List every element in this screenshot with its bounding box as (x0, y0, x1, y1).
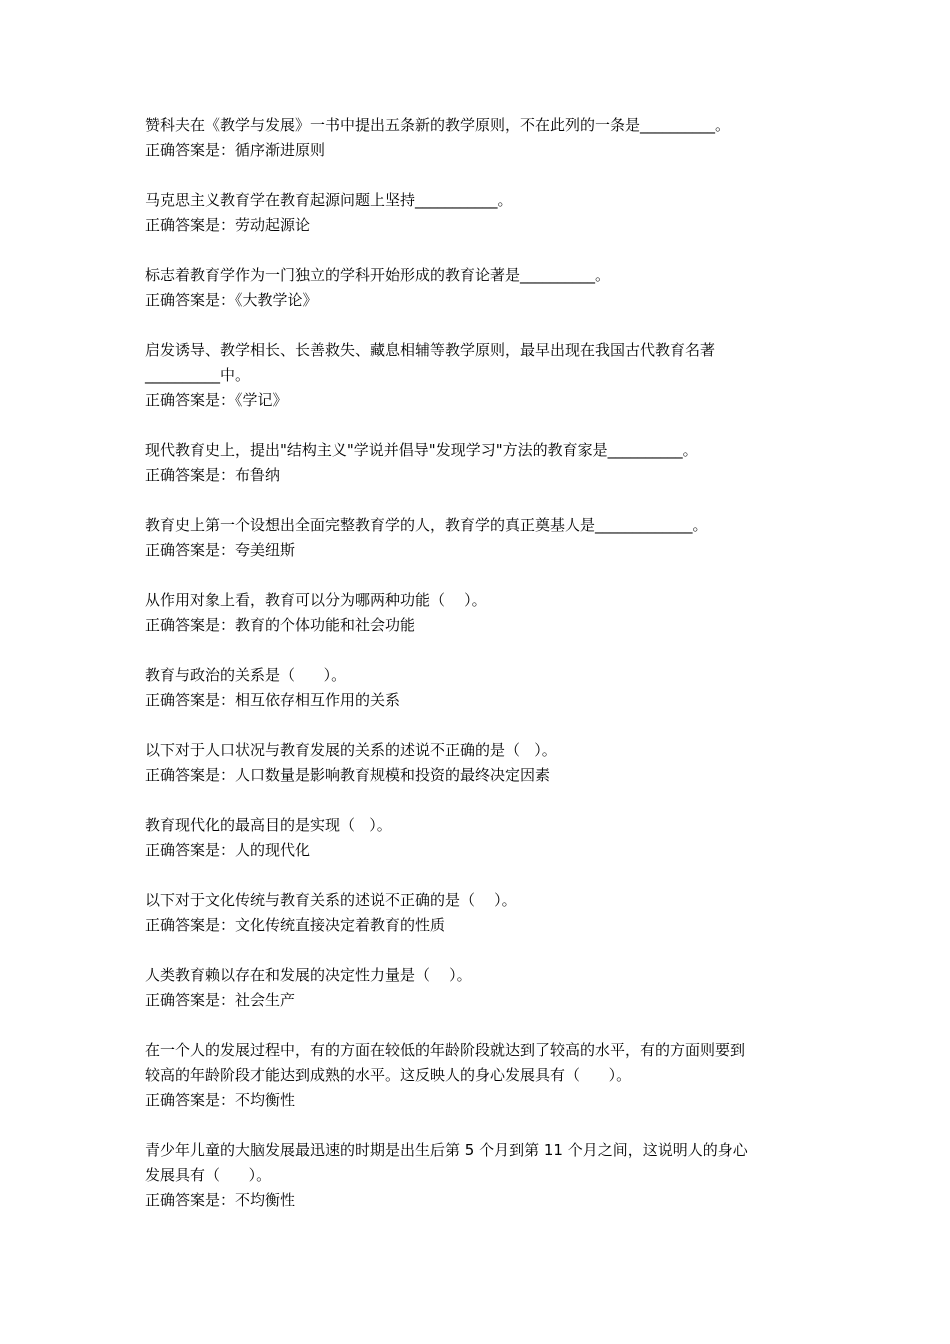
answer-prefix: 正确答案是： (145, 541, 236, 559)
answer-text: 不均衡性 (235, 1091, 296, 1109)
qa-item (145, 113, 813, 163)
qa-item (145, 338, 813, 413)
qa-item (145, 663, 813, 713)
answer-text: 布鲁纳 (235, 466, 281, 484)
answer-text: 劳动起源论 (235, 216, 311, 234)
qa-item (145, 438, 813, 488)
answer-prefix: 正确答案是： (145, 766, 236, 784)
qa-item (145, 963, 813, 1013)
answer-text: 相互依存相互作用的关系 (235, 691, 401, 709)
answer-prefix: 正确答案是： (145, 291, 236, 309)
answer-line (145, 613, 813, 638)
question-text: 启发诱导、教学相长、长善救失、藏息相辅等教学原则，最早出现在我国古代教育名著 (145, 341, 716, 359)
answer-line (145, 463, 813, 488)
answer-text: 夸美纽斯 (235, 541, 296, 559)
question-text: 赞科夫在《教学与发展》一书中提出五条新的教学原则，不在此列的一条是__________。 (145, 116, 731, 134)
qa-item (145, 588, 813, 638)
question-text-continued: 较高的年龄阶段才能达到成熟的水平。这反映人的身心发展具有（ ）。 (145, 1066, 632, 1084)
answer-line (145, 913, 813, 938)
answer-line (145, 213, 813, 238)
question-text: 以下对于人口状况与教育发展的关系的述说不正确的是（ ）。 (145, 741, 557, 759)
answer-text: 社会生产 (235, 991, 296, 1009)
qa-item (145, 888, 813, 938)
answer-line (145, 1088, 813, 1113)
answer-text: 教育的个体功能和社会功能 (235, 616, 416, 634)
question-text-continued: __________中。 (145, 366, 251, 384)
answer-prefix: 正确答案是： (145, 691, 236, 709)
question-text: 教育与政治的关系是（ ）。 (145, 666, 347, 684)
answer-line (145, 688, 813, 713)
question-text: 在一个人的发展过程中，有的方面在较低的年龄阶段就达到了较高的水平，有的方面则要到 (145, 1041, 746, 1059)
answer-text: 人的现代化 (235, 841, 311, 859)
answer-line (145, 538, 813, 563)
answer-prefix: 正确答案是： (145, 841, 236, 859)
qa-item (145, 813, 813, 863)
qa-item (145, 263, 813, 313)
answer-line (145, 838, 813, 863)
answer-prefix: 正确答案是： (145, 216, 236, 234)
qa-item (145, 188, 813, 238)
answer-prefix: 正确答案是： (145, 1191, 236, 1209)
answer-text: 循序渐进原则 (235, 141, 326, 159)
question-text: 教育史上第一个设想出全面完整教育学的人，教育学的真正奠基人是_____________。 (145, 516, 708, 534)
question-text: 马克思主义教育学在教育起源问题上坚持___________。 (145, 191, 513, 209)
question-text: 人类教育赖以存在和发展的决定性力量是（ ）。 (145, 966, 472, 984)
answer-prefix: 正确答案是： (145, 616, 236, 634)
answer-prefix: 正确答案是： (145, 1091, 236, 1109)
answer-text: 《学记》 (235, 391, 288, 409)
answer-prefix: 正确答案是： (145, 916, 236, 934)
question-text: 青少年儿童的大脑发展最迅速的时期是出生后第 5 个月到第 11 个月之间，这说明人的身心 (145, 1141, 748, 1159)
qa-item (145, 1138, 813, 1213)
answer-prefix: 正确答案是： (145, 466, 236, 484)
answer-prefix: 正确答案是： (145, 141, 236, 159)
question-text: 教育现代化的最高目的是实现（ ）。 (145, 816, 392, 834)
answer-line (145, 1188, 813, 1213)
qa-item (145, 738, 813, 788)
qa-item (145, 1038, 813, 1113)
answer-text: 人口数量是影响教育规模和投资的最终决定因素 (235, 766, 551, 784)
question-text: 现代教育史上，提出"结构主义"学说并倡导"发现学习"方法的教育家是__________。 (145, 441, 698, 459)
answer-text: 不均衡性 (235, 1191, 296, 1209)
answer-line (145, 138, 813, 163)
question-text: 从作用对象上看，教育可以分为哪两种功能（ ）。 (145, 591, 487, 609)
document-page (145, 113, 813, 1238)
question-text: 以下对于文化传统与教育关系的述说不正确的是（ ）。 (145, 891, 517, 909)
answer-line (145, 388, 813, 413)
answer-text: 文化传统直接决定着教育的性质 (235, 916, 446, 934)
answer-prefix: 正确答案是： (145, 991, 236, 1009)
answer-text: 《大教学论》 (235, 291, 318, 309)
answer-line (145, 988, 813, 1013)
answer-line (145, 288, 813, 313)
answer-line (145, 763, 813, 788)
question-text-continued: 发展具有（ ）。 (145, 1166, 272, 1184)
answer-prefix: 正确答案是： (145, 391, 236, 409)
question-text: 标志着教育学作为一门独立的学科开始形成的教育论著是__________。 (145, 266, 611, 284)
qa-item (145, 513, 813, 563)
